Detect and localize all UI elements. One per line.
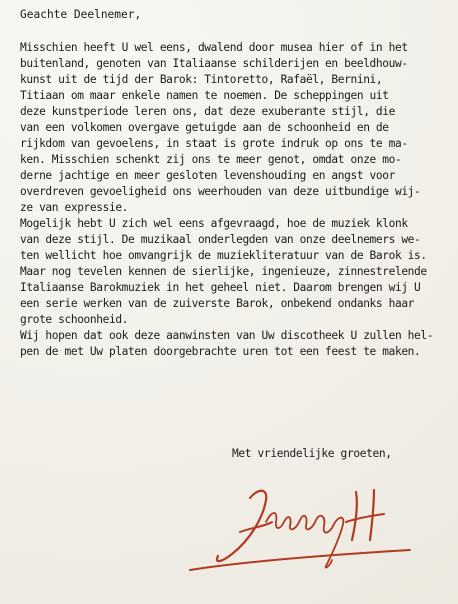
body-line: grote schoonheid.: [20, 313, 129, 326]
signature-strokes: [190, 490, 410, 570]
body-line: een serie werken van de zuiverste Barok, onbekend ondanks haar: [20, 297, 415, 310]
body-line: Titiaan om maar enkele namen te noemen. De scheppingen uit: [20, 89, 389, 102]
body-line: Misschien heeft U wel eens, dwalend door musea hier of in het: [20, 41, 408, 54]
body-line: overdreven gevoeligheid ons weerhouden van deze uitbundige wij-: [20, 185, 421, 198]
body-line: pen de met Uw platen doorgebrachte uren tot een feest te maken.: [20, 345, 421, 358]
body-line: van deze stijl. De muzikaal onderlegden van onze deelnemers we-: [20, 233, 421, 246]
body-line: ze van expressie.: [20, 201, 129, 214]
salutation: Geachte Deelnemer,: [20, 8, 142, 21]
body-line: ken. Misschien schenkt zij ons te meer genot, omdat onze mo-: [20, 153, 402, 166]
body-line: kunst uit de tijd der Barok: Tintoretto, Rafaël, Bernini,: [20, 73, 383, 86]
handwritten-signature: [180, 470, 420, 580]
closing: Met vriendelijke groeten,: [232, 447, 392, 460]
body-line: Wij hopen dat ook deze aanwinsten van Uw discotheek U zullen hel-: [20, 329, 434, 342]
body-line: Italiaanse Barokmuziek in het geheel niet. Daarom brengen wij U: [20, 281, 421, 294]
body-line: rijkdom van gevoelens, in staat is grote indruk op ons te ma-: [20, 137, 408, 150]
body-line: Mogelijk hebt U zich wel eens afgevraagd, hoe de muziek klonk: [20, 217, 408, 230]
body-line: Maar nog tevelen kennen de sierlijke, ingenieuze, zinnestrelende: [20, 265, 427, 278]
body-line: ten wellicht hoe omvangrijk de muziekliteratuur van de Barok is.: [20, 249, 427, 262]
body-line: buitenland, genoten van Italiaanse schilderijen en beeldhouw-: [20, 57, 408, 70]
body-line: van een volkomen overgave getuigde aan de schoonheid en de: [20, 121, 389, 134]
body-line: derne jachtige en meer gesloten levenshouding en angst voor: [20, 169, 395, 182]
letter-body: [20, 40, 450, 360]
body-line: deze kunstperiode leren ons, dat deze exuberante stijl, die: [20, 105, 395, 118]
